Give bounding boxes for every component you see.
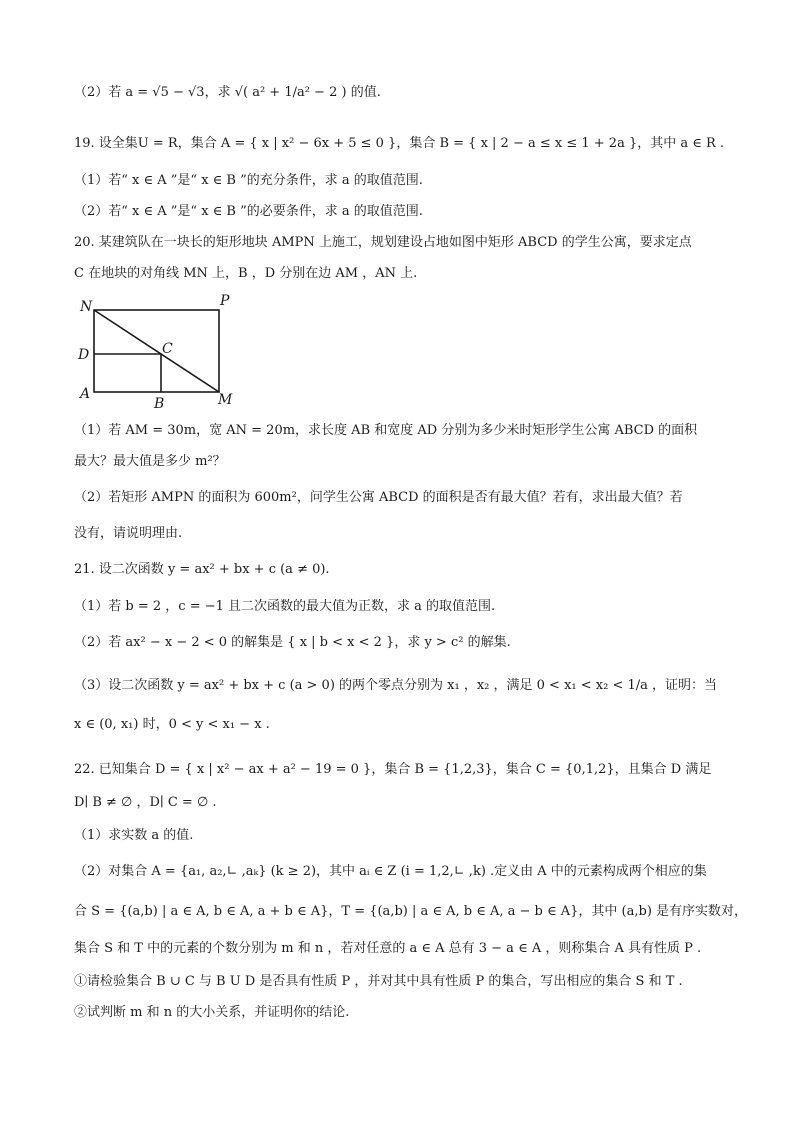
label-c: C [162,341,173,357]
question-19-stem: 19. 设全集U = R，集合 A = { x | x² − 6x + 5 ≤ 0 }，集合 B = { x | 2 − a ≤ x ≤ 1 + 2a }，其中 a ∈ R . [74,136,725,151]
question-22-stem: 22. 已知集合 D = { x | x² − ax + a² − 19 = 0 }，集合 B = {1,2,3}，集合 C = {0,1,2}，且集合 D 满足 [74,762,712,777]
question-19-part-1: （1）若“ x ∈ A ”是“ x ∈ B ”的充分条件，求 a 的取值范围. [74,173,423,188]
label-p: P [220,293,230,309]
question-22-part-2-cont2: 集合 S 和 T 中的元素的个数分别为 m 和 n ，若对任意的 a ∈ A 总有 3 − a ∈ A ，则称集合 A 具有性质 P . [74,941,702,956]
question-20-stem-cont: C 在地块的对角线 MN 上，B ，D 分别在边 AM ，AN 上. [74,266,418,281]
question-21-stem: 21. 设二次函数 y = ax² + bx + c (a ≠ 0). [74,562,330,577]
question-21-part-3: （3）设二次函数 y = ax² + bx + c (a > 0) 的两个零点分别为 x₁ ，x₂ ，满足 0 < x₁ < x₂ < 1/a ，证明：当 [74,678,718,693]
question-20-part-1-cont: 最大？最大值是多少 m²？ [74,454,226,469]
question-22-part-2: （2）对集合 A = {a₁, a₂,∟ ,aₖ} (k ≥ 2)，其中 aᵢ ∈ Z (i = 1,2,∟ ,k) .定义由 A 中的元素构成两个相应的集 [74,864,707,879]
question-22-stem-cont: D∣ B ≠ ∅ ，D∣ C = ∅ . [74,795,217,810]
diagonal-mn [94,310,219,392]
question-21-part-3-cont: x ∈ (0, x₁) 时，0 < y < x₁ − x . [74,717,270,732]
question-22-part-1: （1）求实数 a 的值. [74,828,194,843]
question-20-part-2-cont: 没有，请说明理由. [74,526,183,541]
rectangle-figure [74,292,244,410]
question-20-stem: 20. 某建筑队在一块长的矩形地块 AMPN 上施工，规划建设占地如图中矩形 ABCD 的学生公寓，要求定点 [74,235,692,250]
question-22-item-1: ①请检验集合 B ∪ C 与 B U D 是否具有性质 P ，并对其中具有性质 P 的集合，写出相应的集合 S 和 T . [74,974,683,989]
question-22-part-2-cont: 合 S = {(a,b) | a ∈ A, b ∈ A, a + b ∈ A}，T = {(a,b) | a ∈ A, b ∈ A, a − b ∈ A}，其中 (a,b) 是有序实数对， [74,904,748,919]
label-a: A [80,386,91,402]
question-20-part-2: （2）若矩形 AMPN 的面积为 600m²，问学生公寓 ABCD 的面积是否有最大值？若有，求出最大值？若 [74,490,683,505]
label-n: N [80,299,93,315]
label-m: M [218,392,233,408]
question-21-part-2: （2）若 ax² − x − 2 < 0 的解集是 { x | b < x < 2 }，求 y > c² 的解集. [74,635,511,650]
question-21-part-1: （1）若 b = 2 ，c = −1 且二次函数的最大值为正数，求 a 的取值范围. [74,599,496,614]
question-19-part-2: （2）若“ x ∈ A ”是“ x ∈ B ”的必要条件，求 a 的取值范围. [74,204,423,219]
question-22-item-2: ②试判断 m 和 n 的大小关系，并证明你的结论. [74,1005,350,1020]
question-20-part-1: （1）若 AM = 30m，宽 AN = 20m，求长度 AB 和宽度 AD 分别为多少米时矩形学生公寓 ABCD 的面积 [74,423,698,438]
label-d: D [78,347,90,363]
geometry-diagram [74,292,244,410]
label-b: B [154,396,165,410]
question-18-part-2: （2）若 a = √5 − √3，求 √( a² + 1/a² − 2 ) 的值. [74,85,381,100]
